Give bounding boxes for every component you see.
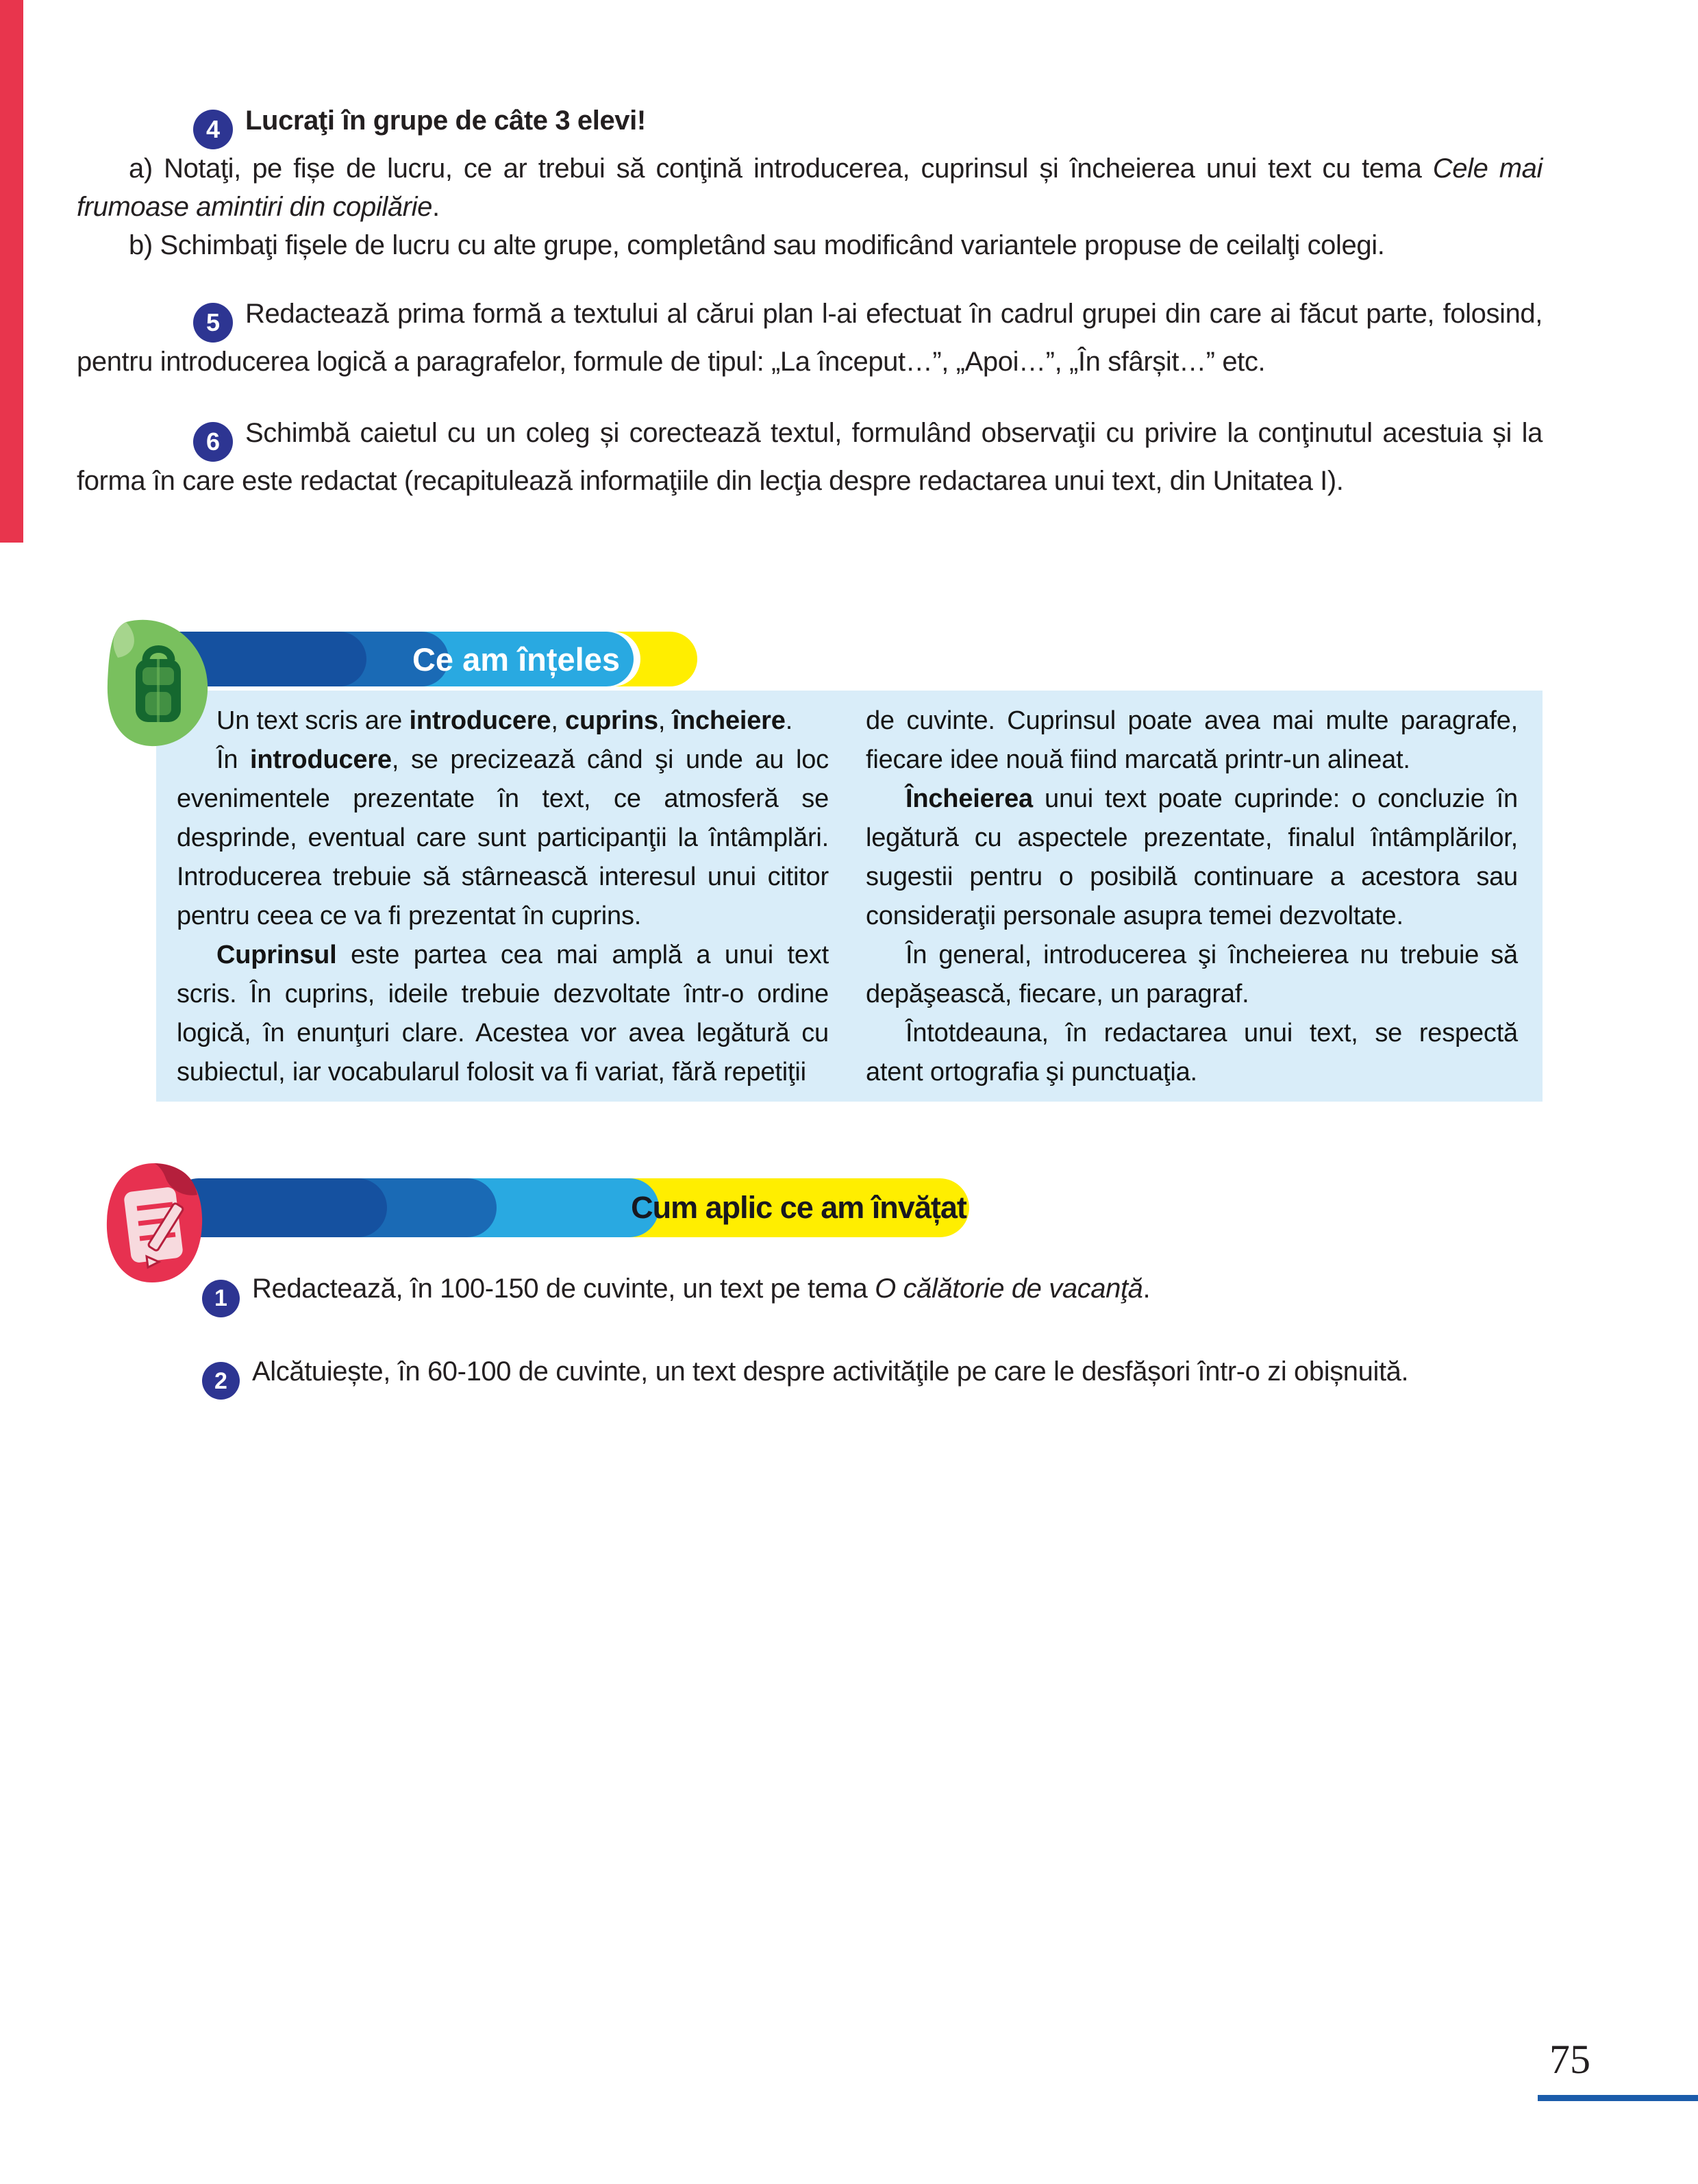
summary-left-column xyxy=(177,702,829,1102)
apply-item-2-text: Alcătuiește, în 60-100 de cuvinte, un text despre activităţile pe care le desfășori într-o zi obișnuită. xyxy=(252,1356,1409,1387)
unit-color-bar xyxy=(0,0,23,543)
summary-box xyxy=(156,691,1543,1102)
exercise-5-text xyxy=(77,295,1543,381)
section-banner-understood xyxy=(103,615,719,752)
summary-paragraph: În introducere, se precizează când şi unde au loc evenimentele prezentate în text, ce atmosferă se desprinde, eventual care sunt participanţii la întâmplări. Introducerea trebuie să stârnească interesul unui cititor pentru ceea ce va fi prezentat în cuprins. xyxy=(177,745,829,930)
exercise-6-badge: 6 xyxy=(193,422,233,462)
exercise-6-body: Schimbă caietul cu un coleg și corectează textul, formulând observaţii cu privire la conţinutul acestuia și la forma în care este redactat (recapitulează informaţiile din lecţia despre redactarea unui text, din Unitatea I). xyxy=(77,418,1543,496)
exercise-4b-text: b) Schimbaţi fișele de lucru cu alte grupe, completând sau modificând variantele propuse de ceilalţi colegi. xyxy=(129,230,1385,260)
summary-paragraph: Un text scris are introducere, cuprins, încheiere. xyxy=(216,706,793,735)
footer-rule xyxy=(1538,2095,1698,2101)
exercise-4-badge: 4 xyxy=(193,110,233,149)
section-title-apply: Cum aplic ce am învățat xyxy=(631,1190,966,1225)
exercise-5-badge: 5 xyxy=(193,303,233,343)
exercise-4-heading xyxy=(77,101,1543,149)
summary-paragraph: Încheierea unui text poate cuprinde: o concluzie în legătură cu aspectele prezentate, finalul întâmplărilor, sugestii pentru o posibilă continuare a acestora sau consideraţii personale asupra temei dezvoltate. xyxy=(866,784,1518,930)
banner-pill xyxy=(147,632,697,686)
exercises-block xyxy=(77,101,1543,500)
exercise-4a-text: a) Notaţi, pe fișe de lucru, ce ar trebui să conţină introducerea, cuprinsul și încheierea unui text cu tema Cele mai frumoase amintiri din copilărie. xyxy=(77,153,1543,222)
summary-paragraph: de cuvinte. Cuprinsul poate avea mai multe paragrafe, fiecare idee nouă fiind marcată printr-un alineat. xyxy=(866,706,1518,774)
summary-paragraph: În general, introducerea şi încheierea nu trebuie să depăşească, fiecare, un paragraf. xyxy=(866,941,1518,1008)
section-banner-apply xyxy=(103,1156,993,1293)
exercise-6-text xyxy=(77,414,1543,500)
page-number: 75 xyxy=(1549,2037,1590,2082)
apply-item-1-text: Redactează, în 100-150 de cuvinte, un text pe tema O călătorie de vacanţă. xyxy=(252,1274,1151,1304)
notepad-pencil-icon xyxy=(103,1159,205,1286)
section-title-understood: Ce am înțeles xyxy=(412,641,620,678)
exercise-5-body: Redactează prima formă a textului al cărui plan l-ai efectuat în cadrul grupei din care ai făcut parte, folosind, pentru introducerea logică a paragrafelor, formule de tipul: „La început…”, „Apoi…”, „În sfârșit…” etc. xyxy=(77,299,1543,377)
apply-block xyxy=(77,1269,1570,1434)
apply-item-1-badge: 1 xyxy=(202,1280,240,1317)
apply-item-2-badge: 2 xyxy=(202,1362,240,1400)
summary-paragraph: Cuprinsul este partea cea mai amplă a unui text scris. În cuprins, ideile trebuie dezvoltate într-o ordine logică, în enunţuri clare. Acestea vor avea legătură cu subiectul, iar vocabularul folosit va fi variat, fără repetiţii xyxy=(177,941,829,1087)
backpack-icon xyxy=(103,615,212,749)
banner-pill xyxy=(169,1178,969,1237)
summary-paragraph: Întotdeauna, în redactarea unui text, se respectă atent ortografia şi punctuaţia. xyxy=(866,1019,1518,1087)
summary-right-column xyxy=(866,702,1518,1102)
apply-item-2 xyxy=(77,1352,1570,1400)
exercise-4-heading-text: Lucraţi în grupe de câte 3 elevi! xyxy=(245,106,646,136)
